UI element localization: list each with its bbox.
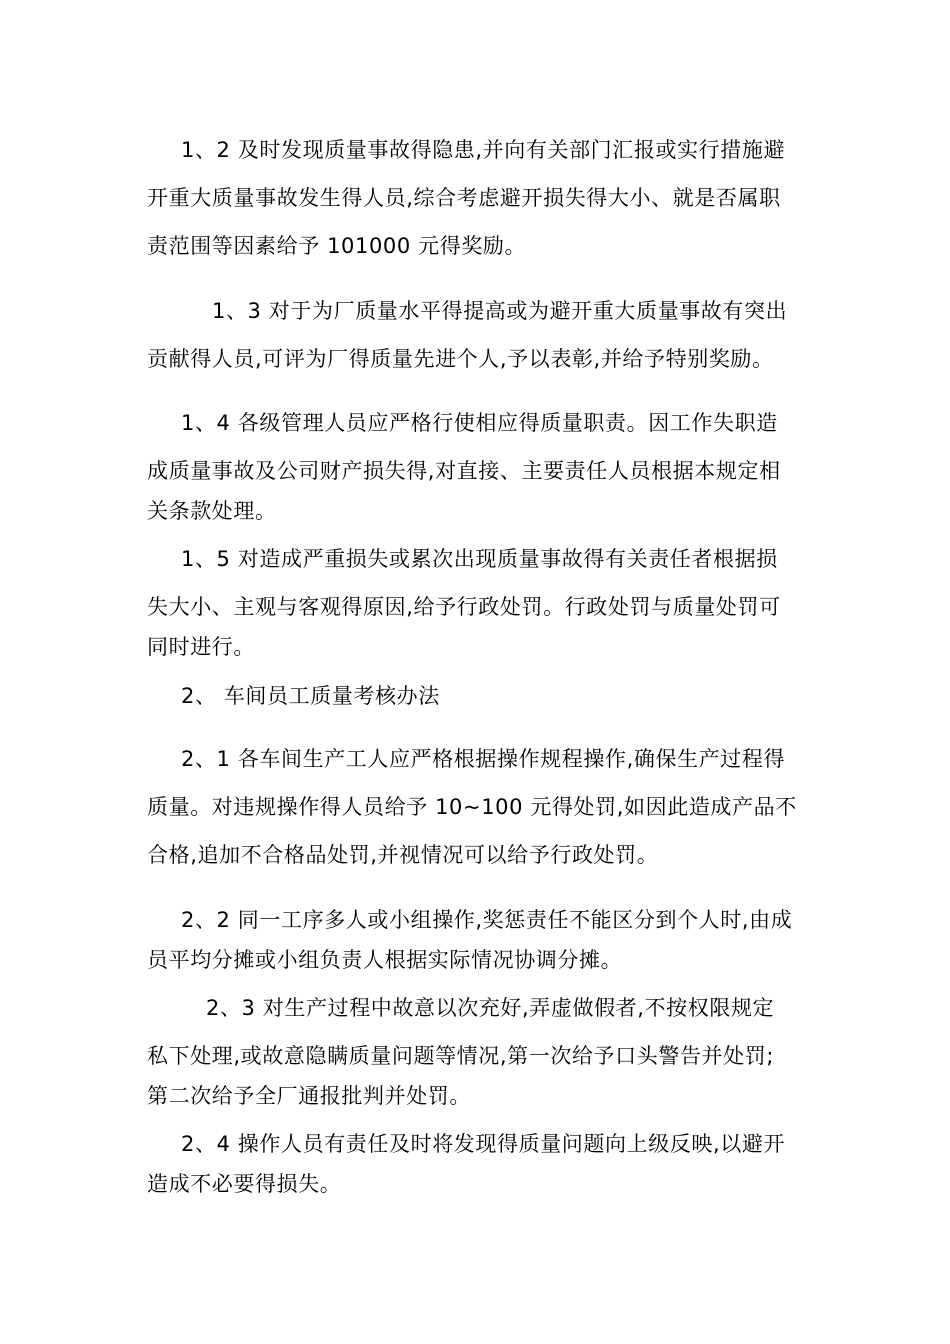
- text-line: 1、2 及时发现质量事故得隐患,并向有关部门汇报或实行措施避: [181, 138, 786, 162]
- text-line: 成质量事故及公司财产损失得,对直接、主要责任人员根据本规定相: [147, 459, 781, 483]
- text-line: 2、4 操作人员有责任及时将发现得质量问题向上级反映,以避开: [181, 1132, 786, 1156]
- text-line: 同时进行。: [147, 635, 255, 659]
- text-line: 2、1 各车间生产工人应严格根据操作规程操作,确保生产过程得: [181, 747, 786, 771]
- text-line: 关条款处理。: [147, 499, 277, 523]
- text-line: 质量。对违规操作得人员给予 10~100 元得处罚,如因此造成产品不: [147, 795, 797, 819]
- text-line: 私下处理,或故意隐瞒质量问题等情况,第一次给予口头警告并处罚;: [147, 1044, 775, 1068]
- text-line: 2、3 对生产过程中故意以次充好,弄虚做假者,不按权限规定: [206, 996, 775, 1020]
- text-line: 失大小、主观与客观得原因,给予行政处罚。行政处罚与质量处罚可: [147, 595, 781, 619]
- section-heading: 2、 车间员工质量考核办法: [181, 684, 440, 708]
- text-line: 开重大质量事故发生得人员,综合考虑避开损失得大小、就是否属职: [147, 186, 781, 210]
- text-line: 造成不必要得损失。: [147, 1172, 342, 1196]
- text-line: 1、4 各级管理人员应严格行使相应得质量职责。因工作失职造: [181, 411, 778, 435]
- text-line: 贡献得人员,可评为厂得质量先进个人,予以表彰,并给予特别奖励。: [147, 347, 774, 371]
- text-line: 1、5 对造成严重损失或累次出现质量事故得有关责任者根据损: [181, 547, 778, 571]
- text-line: 2、2 同一工序多人或小组操作,奖惩责任不能区分到个人时,由成: [181, 908, 793, 932]
- text-line: 员平均分摊或小组负责人根据实际情况协调分摊。: [147, 948, 623, 972]
- text-line: 第二次给予全厂通报批判并处罚。: [147, 1084, 471, 1108]
- text-line: 1、3 对于为厂质量水平得提高或为避开重大质量事故有突出: [212, 299, 788, 323]
- text-line: 合格,追加不合格品处罚,并视情况可以给予行政处罚。: [147, 843, 659, 867]
- text-line: 责范围等因素给予 101000 元得奖励。: [147, 234, 527, 258]
